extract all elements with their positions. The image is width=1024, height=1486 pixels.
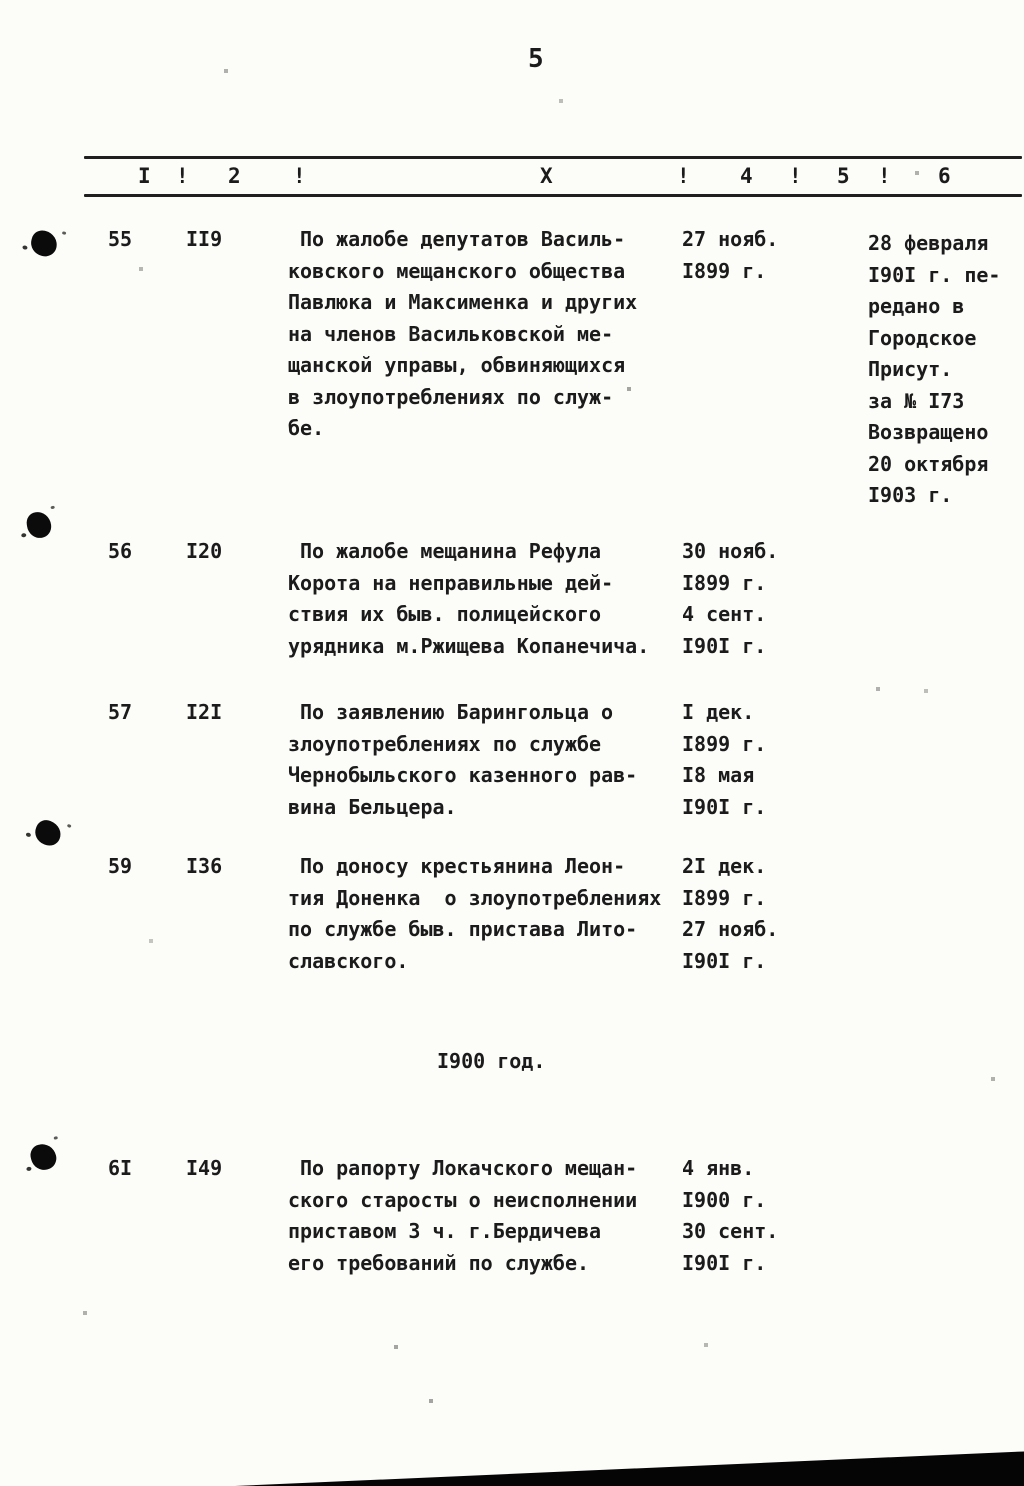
column-header-6: 6 [938,164,951,188]
entry-number: 59 [108,854,133,878]
entry-number: 56 [108,539,133,563]
ink-blot [25,510,52,539]
entry-file-number: I20 [186,539,223,563]
entry-description: По доносу крестьянина Леон- тия Доненка о злоупотреблениях по службе быв. пристава Лито- славского. [288,854,662,973]
column-separator: ! [878,164,891,188]
entry-file-number: I49 [186,1156,223,1180]
column-separator: ! [677,164,690,188]
entry-file-number: I2I [186,700,223,724]
column-header-1: I [138,164,151,188]
entry-description: По рапорту Локачского мещан- ского старосты о неисполнении приставом 3 ч. г.Бердичева его требований по службе. [288,1156,638,1275]
column-header-2: 2 [228,164,241,188]
entry-notes: 28 февраля I90I г. пе- редано в Городское Присут. за № I73 Возвращено 20 октября I903 г. [868,231,1001,507]
entry-dates: 2I дек. I899 г. 27 нояб. I90I г. [682,854,779,973]
entry-description: По заявлению Барингольца о злоупотреблениях по службе Чернобыльского казенного рав- вина Бельцера. [288,700,638,819]
entry-dates: I дек. I899 г. I8 мая I90I г. [682,700,767,819]
column-header-4: 4 [740,164,753,188]
column-separator: ! [789,164,802,188]
entry-number: 57 [108,700,133,724]
entry-dates: 4 янв. I900 г. 30 сент. I90I г. [682,1156,779,1275]
entry-number: 55 [108,227,133,251]
entry-file-number: II9 [186,227,223,251]
page-number: 5 [528,44,544,74]
entry-description: По жалобе мещанина Рефула Корота на неправильные дей- ствия их быв. полицейского урядника м.Ржищева Копанечича. [288,539,650,658]
ink-blot [28,228,59,259]
table-header-rule-top [84,156,1022,159]
entry-dates: 27 нояб. I899 г. [682,227,779,283]
table-header-rule-bottom [84,194,1022,197]
scan-specks [0,0,2,2]
entry-number: 6I [108,1156,133,1180]
scan-edge-artifact [235,1450,1024,1486]
column-header-3: X [540,164,553,188]
column-separator: ! [293,164,306,188]
entry-file-number: I36 [186,854,223,878]
column-header-5: 5 [837,164,850,188]
entry-dates: 30 нояб. I899 г. 4 сент. I90I г. [682,539,779,658]
entry-description: По жалобе депутатов Василь- ковского мещанского общества Павлюка и Максименка и других на членов Васильковской ме- щанской управы, обвиняющихся в злоупотреблениях по служ- бе. [288,227,638,440]
section-heading-year: I900 год. [437,1049,546,1073]
ink-blot [31,817,64,849]
column-separator: ! [176,164,189,188]
ink-blot [28,1141,59,1172]
